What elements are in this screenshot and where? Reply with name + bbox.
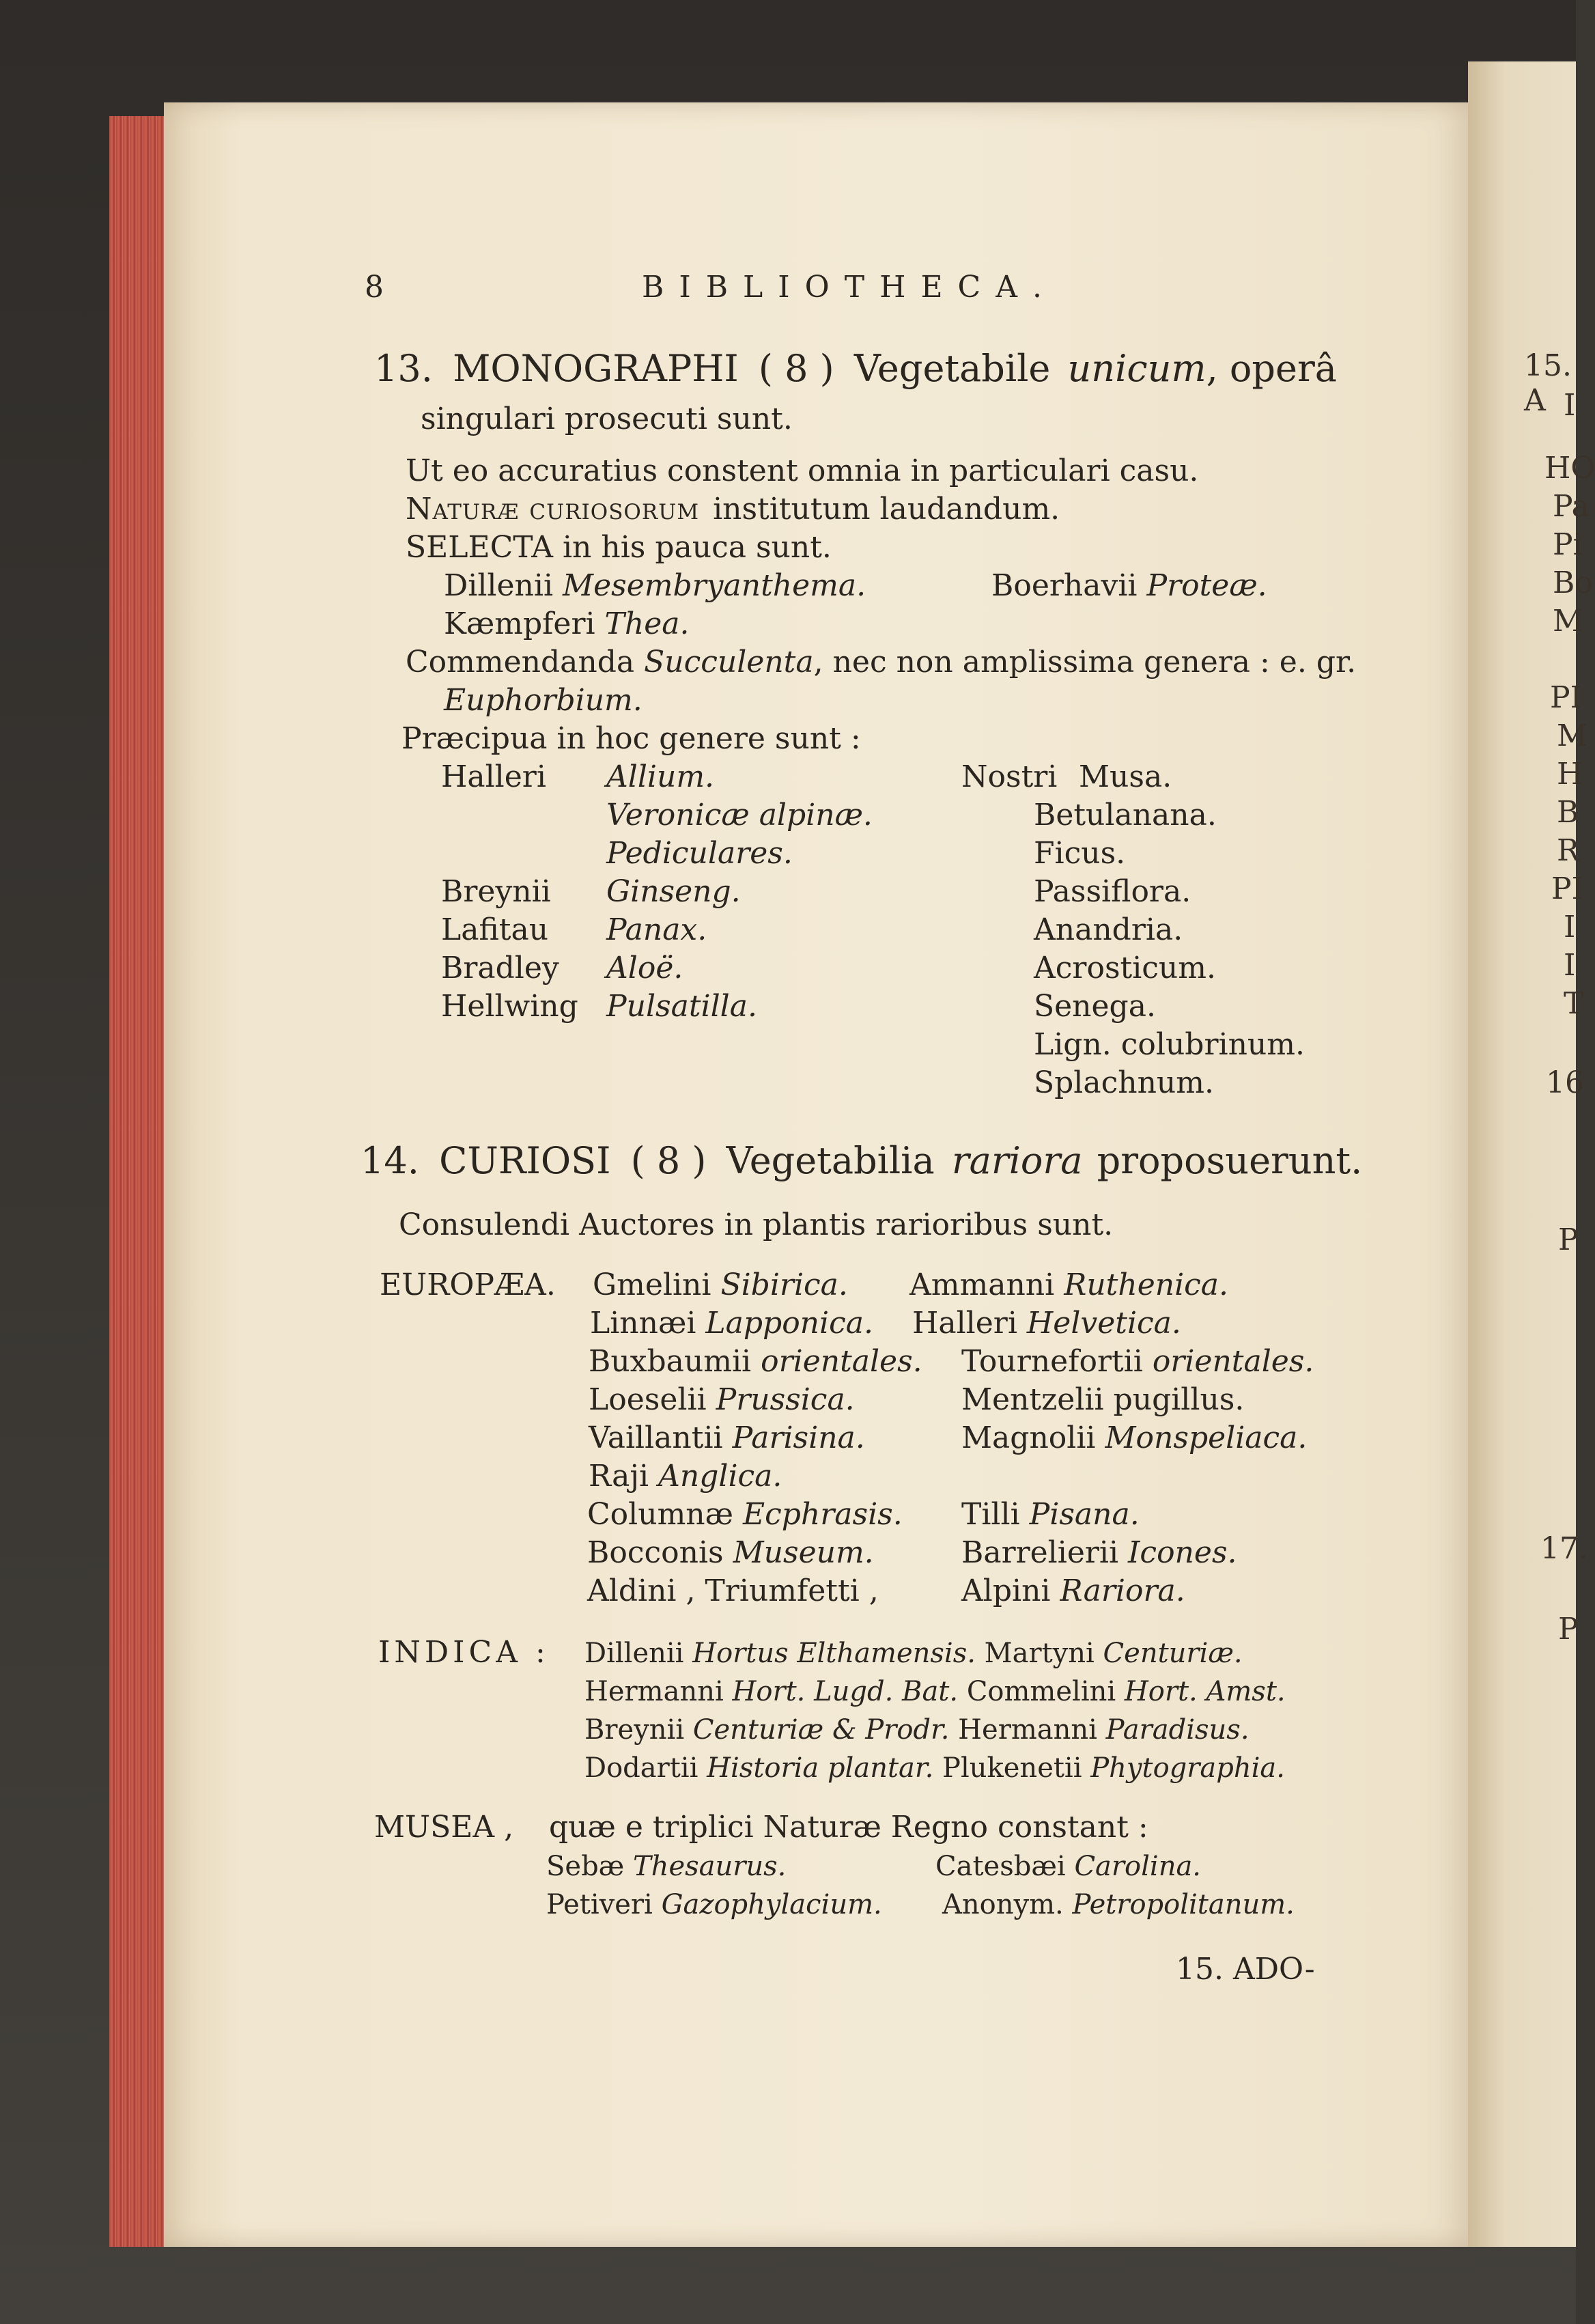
author: Breynii [584,1714,685,1746]
work: Icones. [1128,1535,1237,1570]
facing-fragment: T [1564,986,1584,1021]
author: Raji [589,1459,649,1494]
author-left: Bradley [441,951,559,985]
author-left: Lafitau [441,912,549,947]
europaea-left-row [589,1344,922,1379]
europaea-left-row [593,1268,848,1302]
catchword: 15. ADO- [1176,1952,1315,1987]
section-14-heading [361,1139,1362,1182]
facing-fragment: PI [1550,680,1582,715]
author: Columnæ [587,1497,733,1532]
europaea-right-row [961,1535,1237,1570]
europaea-right-row [961,1420,1307,1455]
europaea-left-row [587,1535,874,1570]
author-left: Hellwing [441,989,578,1024]
running-title: BIBLIOTHECA. [642,270,1057,305]
work-right: Betulanana. [1034,798,1217,832]
facing-fragment: H [1557,757,1583,792]
selecta-line-1-right [991,568,1267,603]
work-right: Anandria. [1034,912,1183,947]
s13-paragraph-3: SELECTA in his pauca sunt. [406,530,832,565]
work: Museum. [733,1535,874,1570]
work-left: Pulsatilla. [606,989,757,1024]
author: Boerhavii [991,568,1138,603]
musea-row-right [935,1851,1201,1882]
facing-fragment: 15. A [1524,348,1572,418]
indica-row [584,1752,1285,1784]
europaea-label: EUROPÆA. [380,1268,556,1302]
author: Magnolii [961,1420,1096,1455]
facing-fragment: P [1558,1222,1579,1257]
europaea-left-row [587,1573,879,1608]
section-title: MONOGRAPHI [453,347,739,390]
author: Loeselii [589,1382,707,1417]
facing-fragment: P [1558,1612,1579,1647]
work: Sibirica. [720,1268,848,1302]
s13-paragraph-2 [406,492,1060,527]
work-left: Panax. [606,912,707,947]
indica-row [584,1714,1250,1746]
work: Ecphrasis. [742,1497,903,1532]
author: Tilli [961,1497,1020,1532]
work: Helvetica. [1026,1306,1181,1341]
paragraph-text: Commendanda [406,645,635,680]
work-left: Aloë. [606,951,683,985]
work: Paradisus. [1105,1714,1250,1746]
author-left: Breynii [441,874,551,909]
selecta-line-2 [444,606,690,641]
s14-paragraph-1: Consulendi Auctores in plantis rarioribus sunt. [399,1207,1114,1242]
heading-text-end: proposuerunt. [1097,1139,1363,1182]
work: Succulenta [644,645,814,680]
europaea-right-row [961,1573,1185,1608]
work: Phytographia. [1090,1752,1285,1784]
author: Anonym. [942,1889,1064,1920]
work: pugillus. [1113,1382,1245,1417]
facing-fragment: Pa [1553,489,1590,524]
author: Sebæ [546,1851,625,1882]
europaea-right-row [961,1497,1140,1532]
work: Centuriæ & Prodr. [692,1714,950,1746]
author: Kæmpferi [444,606,595,641]
work: Carolina. [1074,1851,1202,1882]
section-count: ( 8 ) [630,1139,707,1182]
musea-row-left [546,1851,786,1882]
facing-fragment: I [1564,910,1576,944]
indica-row [584,1676,1286,1707]
work: Prussica. [716,1382,855,1417]
author: Hermanni [584,1676,724,1707]
musea-text: quæ e triplici Naturæ Regno constant : [549,1810,1148,1845]
author: Mentzelii [961,1382,1104,1417]
work: Thea. [604,606,690,641]
heading-text: Vegetabile [853,347,1051,390]
musea-row-right [942,1889,1295,1920]
facing-fragment: HO [1544,451,1595,486]
selecta-line-1-left [444,568,866,603]
work: Historia plantar. [707,1752,934,1784]
author: Hermanni [958,1714,1097,1746]
author: Commelini [966,1676,1116,1707]
europaea-left-row [590,1306,873,1341]
work: Hortus Elthamensis. [692,1638,976,1669]
facing-fragment: R [1557,833,1580,868]
work: Hort. Lugd. Bat. [732,1676,959,1707]
europaea-right-row [961,1382,1244,1417]
work: Thesaurus. [633,1851,787,1882]
work-left: Veronicæ alpinæ. [606,798,873,832]
author: Bocconis [587,1535,724,1570]
author: Aldini , Triumfetti , [587,1573,879,1608]
facing-fragment: I [1564,388,1576,423]
europaea-left-row [589,1420,865,1455]
musea-row-left [546,1889,882,1920]
work: orientales. [1152,1344,1314,1379]
author: Buxbaumii [589,1344,752,1379]
work: Rariora. [1060,1573,1185,1608]
work: Mesembryanthema. [563,568,866,603]
europaea-left-row [587,1497,903,1532]
author: Linnæi [590,1306,696,1341]
europaea-right-row [909,1268,1228,1302]
page-number: 8 [365,270,384,305]
author: Dillenii [444,568,554,603]
work: orientales. [761,1344,922,1379]
work: Monspeliaca. [1105,1420,1308,1455]
work-left: Ginseng. [606,874,741,909]
author: Gmelini [593,1268,711,1302]
work: Proteæ. [1146,568,1267,603]
work: Gazophylacium. [661,1889,882,1920]
author: Martyni [984,1638,1095,1669]
work: Parisina. [732,1420,865,1455]
facing-fragment: M [1553,604,1584,639]
work-right: Senega. [1034,989,1156,1024]
praecipua-line: Præcipua in hoc genere sunt : [401,721,861,756]
facing-fragment: Pi [1553,527,1583,562]
author: Petiveri [546,1889,653,1920]
paragraph-text: institutum laudandum. [713,492,1060,527]
work: Anglica. [658,1459,782,1494]
author: Dillenii [584,1638,684,1669]
musea-label: MUSEA , [374,1810,514,1845]
work: Centuriæ. [1103,1638,1243,1669]
facing-fragment: M [1557,718,1588,753]
section-number: 14. [361,1139,419,1182]
work: Pisana. [1029,1497,1140,1532]
work-right: Lign. colubrinum. [1034,1027,1305,1062]
work: Ruthenica. [1064,1268,1228,1302]
author-left: Halleri [441,759,546,794]
commendanda-line [406,645,1356,680]
section-title: CURIOSI [439,1139,611,1182]
facing-fragment: Bo [1553,565,1593,600]
author: Tournefortii [961,1344,1143,1379]
europaea-left-row [589,1382,855,1417]
section-number: 13. [374,347,433,390]
smallcaps-text: Naturæ curiosorum [406,492,700,527]
author: Vaillantii [589,1420,723,1455]
work-left: Allium. [606,759,715,794]
facing-fragment: PI [1551,871,1583,906]
work: Lapponica. [705,1306,873,1341]
author: Barrelierii [961,1535,1119,1570]
section-13-line2: singulari prosecuti sunt. [421,402,793,436]
author: Dodartii [584,1752,698,1784]
page-edges [109,116,171,2247]
commendanda-line-2: Euphorbium. [444,683,643,718]
facing-fragment: 17. [1540,1531,1588,1566]
s13-paragraph-1: Ut eo accuratius constent omnia in particulari casu. [406,453,1199,488]
facing-fragment: B [1557,795,1579,830]
facing-fragment: 16 [1546,1065,1584,1100]
work-right: Passiflora. [1034,874,1191,909]
author: Ammanni [909,1268,1055,1302]
indica-label: INDICA : [378,1635,550,1670]
author: Plukenetii [942,1752,1082,1784]
work-right: Musa. [1079,759,1172,794]
paragraph-text: , nec non amplissima genera : e. gr. [813,645,1357,680]
europaea-right-row [961,1344,1314,1379]
section-count: ( 8 ) [758,347,834,390]
indica-row [584,1638,1243,1669]
section-13-heading [374,347,1337,390]
heading-italic: rariora [951,1139,1083,1182]
author: Halleri [912,1306,1017,1341]
heading-italic: unicum [1067,347,1206,390]
heading-text-end: , operâ [1206,347,1337,390]
work-right: Acrosticum. [1034,951,1216,985]
heading-text: Vegetabilia [726,1139,935,1182]
europaea-left-row [589,1459,782,1494]
nostri-label: Nostri [961,759,1058,794]
facing-fragment: I [1564,948,1576,983]
europaea-right-row [912,1306,1181,1341]
work: Petropolitanum. [1072,1889,1295,1920]
work-right: Splachnum. [1034,1065,1214,1100]
author: Alpini [961,1573,1051,1608]
work-right: Ficus. [1034,836,1126,871]
author: Catesbæi [935,1851,1066,1882]
work-left: Pediculares. [606,836,793,871]
work: Hort. Amst. [1124,1676,1286,1707]
